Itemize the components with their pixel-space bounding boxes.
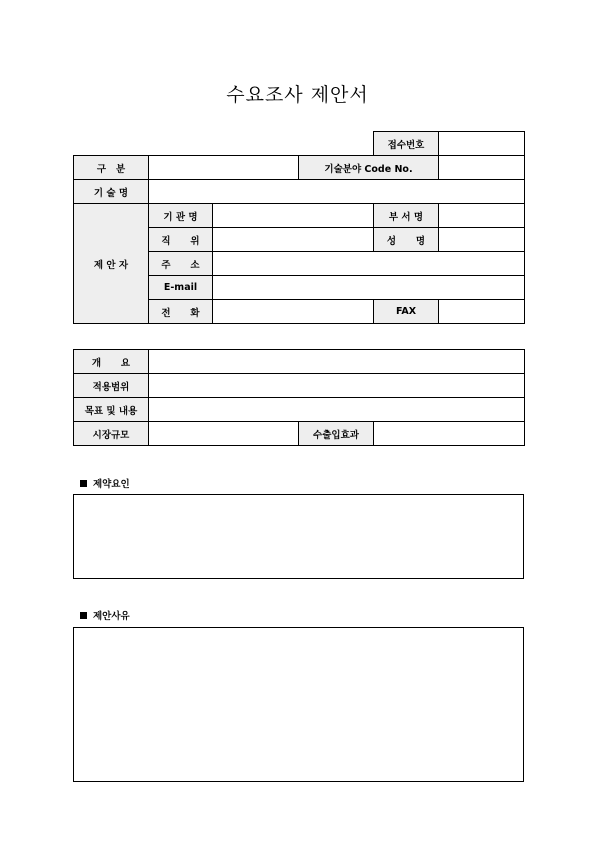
market-label: 시장규모 [74, 422, 149, 446]
reason-heading-text: 제안사유 [93, 611, 130, 622]
email-field[interactable] [213, 276, 525, 300]
constraints-heading [80, 476, 130, 490]
name-label: 성 명 [374, 228, 439, 252]
position-label: 직 위 [149, 228, 213, 252]
phone-label: 전 화 [149, 300, 213, 324]
dept-name-label: 부 서 명 [374, 204, 439, 228]
goal-label: 목표 및 내용 [74, 398, 149, 422]
fax-label: FAX [374, 300, 439, 324]
import-effect-label: 수출입효과 [299, 422, 374, 446]
org-name-field[interactable] [213, 204, 374, 228]
overview-label: 개 요 [74, 350, 149, 374]
reason-textarea[interactable] [73, 627, 524, 782]
category-field[interactable] [149, 156, 299, 180]
scope-label: 적용범위 [74, 374, 149, 398]
proposal-info-table [73, 131, 525, 324]
address-field[interactable] [213, 252, 525, 276]
reason-heading [80, 608, 130, 622]
fax-field[interactable] [439, 300, 525, 324]
import-effect-field[interactable] [374, 422, 525, 446]
overview-field[interactable] [149, 350, 525, 374]
square-bullet-icon [80, 612, 87, 619]
address-label: 주 소 [149, 252, 213, 276]
tech-field-code-label: 기술분야 Code No. [299, 156, 439, 180]
overview-table [73, 349, 525, 446]
constraints-textarea[interactable] [73, 494, 524, 579]
scope-field[interactable] [149, 374, 525, 398]
page-title: 수요조사 제안서 [226, 84, 369, 106]
tech-name-field[interactable] [149, 180, 525, 204]
org-name-label: 기 관 명 [149, 204, 213, 228]
email-label: E-mail [149, 276, 213, 300]
market-field[interactable] [149, 422, 299, 446]
receipt-no-label: 접수번호 [374, 132, 439, 156]
tech-field-code-field[interactable] [439, 156, 525, 180]
name-field[interactable] [439, 228, 525, 252]
category-label: 구 분 [74, 156, 149, 180]
position-field[interactable] [213, 228, 374, 252]
tech-name-label: 기 술 명 [74, 180, 149, 204]
phone-field[interactable] [213, 300, 374, 324]
dept-name-field[interactable] [439, 204, 525, 228]
receipt-no-field[interactable] [439, 132, 525, 156]
proposer-label: 제 안 자 [74, 204, 149, 324]
constraints-heading-text: 제약요인 [93, 479, 130, 490]
goal-field[interactable] [149, 398, 525, 422]
square-bullet-icon [80, 480, 87, 487]
